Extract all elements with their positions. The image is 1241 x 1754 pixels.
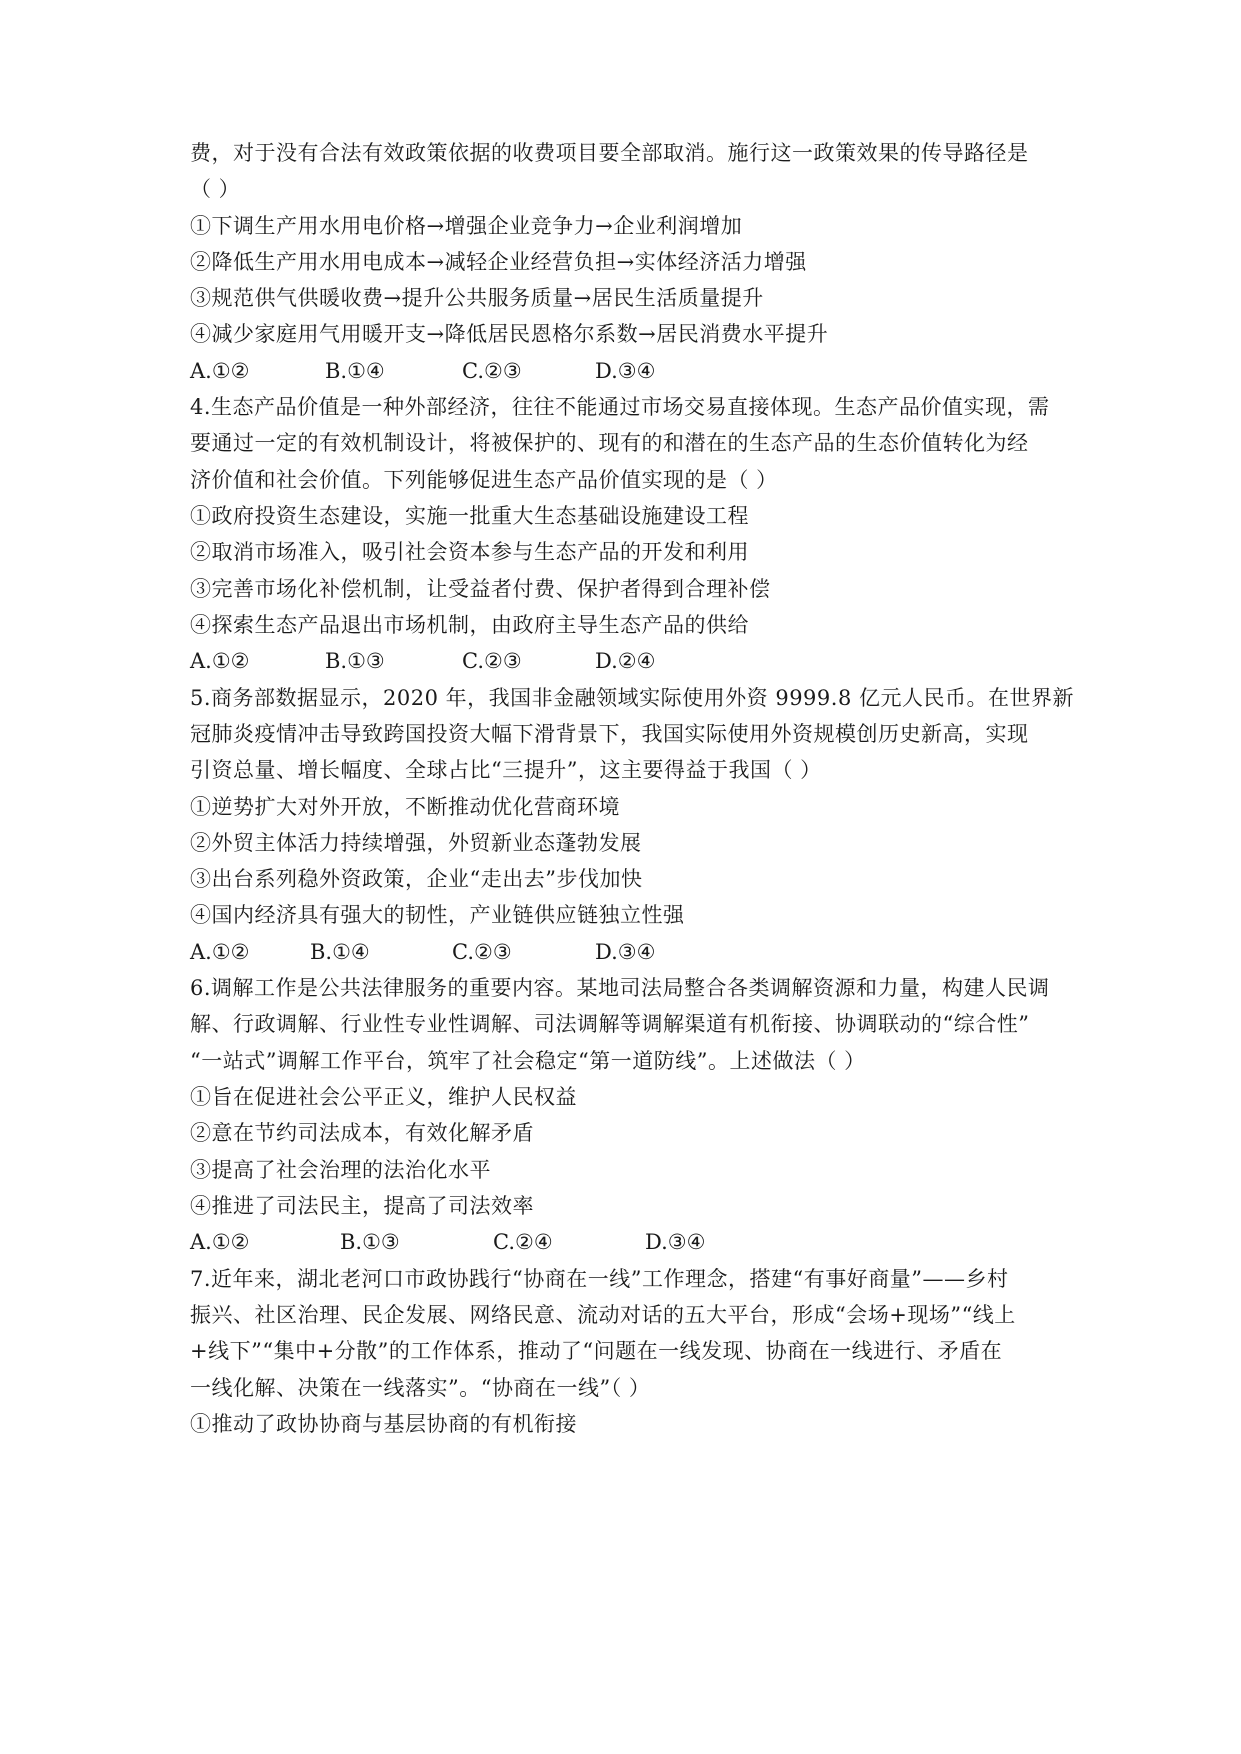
statement-item: ④国内经济具有强大的韧性，产业链供应链独立性强 bbox=[190, 903, 685, 927]
question-3-text-line: 费，对于没有合法有效政策依据的收费项目要全部取消。施行这一政策效果的传导路径是 bbox=[190, 141, 1029, 165]
option-c: C.②③ bbox=[462, 649, 522, 673]
answer-options bbox=[190, 647, 790, 675]
statement-item: ①逆势扩大对外开放，不断推动优化营商环境 bbox=[190, 795, 620, 819]
option-d: D.③④ bbox=[595, 940, 656, 964]
option-a: A.①② bbox=[190, 649, 250, 673]
option-c: C.②③ bbox=[462, 359, 522, 383]
question-5-stem: 冠肺炎疫情冲击导致跨国投资大幅下滑背景下，我国实际使用外资规模创历史新高，实现 bbox=[190, 722, 1029, 746]
statement-item: ②降低生产用水用电成本→减轻企业经营负担→实体经济活力增强 bbox=[190, 250, 807, 274]
option-d: D.②④ bbox=[595, 649, 656, 673]
option-a: A.①② bbox=[190, 940, 250, 964]
question-5-stem: 5.商务部数据显示，2020 年，我国非金融领域实际使用外资 9999.8 亿元人民币。在世界新 bbox=[190, 686, 1074, 710]
question-7-stem: 振兴、社区治理、民企发展、网络民意、流动对话的五大平台，形成“会场+现场”“线上 bbox=[190, 1303, 1016, 1327]
question-6-stem: “一站式”调解工作平台，筑牢了社会稳定“第一道防线”。上述做法（ ） bbox=[190, 1049, 866, 1073]
option-d: D.③④ bbox=[645, 1230, 706, 1254]
option-b: B.①④ bbox=[310, 940, 370, 964]
question-6-stem: 解、行政调解、行业性专业性调解、司法调解等调解渠道有机衔接、协调联动的“综合性” bbox=[190, 1012, 1030, 1036]
answer-options bbox=[190, 1228, 790, 1256]
statement-item: ④探索生态产品退出市场机制，由政府主导生态产品的供给 bbox=[190, 613, 749, 637]
statement-item: ①下调生产用水用电价格→增强企业竞争力→企业利润增加 bbox=[190, 214, 743, 238]
question-6-stem: 6.调解工作是公共法律服务的重要内容。某地司法局整合各类调解资源和力量，构建人民调 bbox=[190, 976, 1050, 1000]
statement-item: ③出台系列稳外资政策，企业“走出去”步伐加快 bbox=[190, 867, 643, 891]
statement-item: ④推进了司法民主，提高了司法效率 bbox=[190, 1194, 534, 1218]
question-4-stem: 4.生态产品价值是一种外部经济，往往不能通过市场交易直接体现。生态产品价值实现，需 bbox=[190, 395, 1050, 419]
question-4-stem: 要通过一定的有效机制设计，将被保护的、现有的和潜在的生态产品的生态价值转化为经 bbox=[190, 431, 1029, 455]
statement-item: ②取消市场准入，吸引社会资本参与生态产品的开发和利用 bbox=[190, 540, 749, 564]
statement-item: ③提高了社会治理的法治化水平 bbox=[190, 1158, 491, 1182]
question-5-stem: 引资总量、增长幅度、全球占比“三提升”，这主要得益于我国（ ） bbox=[190, 758, 822, 782]
statement-item: ④减少家庭用气用暖开支→降低居民恩格尔系数→居民消费水平提升 bbox=[190, 322, 829, 346]
option-b: B.①③ bbox=[340, 1230, 400, 1254]
statement-item: ③完善市场化补偿机制，让受益者付费、保护者得到合理补偿 bbox=[190, 577, 771, 601]
statement-item: ②意在节约司法成本，有效化解矛盾 bbox=[190, 1121, 534, 1145]
answer-options bbox=[190, 357, 790, 385]
option-a: A.①② bbox=[190, 359, 250, 383]
question-7-stem: 一线化解、决策在一线落实”。“协商在一线”（ ） bbox=[190, 1376, 651, 1400]
statement-item: ①推动了政协协商与基层协商的有机衔接 bbox=[190, 1412, 577, 1436]
answer-bracket: （ ） bbox=[190, 177, 241, 201]
option-c: C.②④ bbox=[493, 1230, 553, 1254]
statement-item: ②外贸主体活力持续增强，外贸新业态蓬勃发展 bbox=[190, 831, 642, 855]
question-7-stem: 7.近年来，湖北老河口市政协践行“协商在一线”工作理念，搭建“有事好商量”——乡村 bbox=[190, 1267, 1009, 1291]
answer-options bbox=[190, 938, 790, 966]
statement-item: ③规范供气供暖收费→提升公共服务质量→居民生活质量提升 bbox=[190, 286, 764, 310]
option-b: B.①③ bbox=[325, 649, 385, 673]
option-b: B.①④ bbox=[325, 359, 385, 383]
question-4-stem: 济价值和社会价值。下列能够促进生态产品价值实现的是（ ） bbox=[190, 468, 778, 492]
question-7-stem: +线下”“集中+分散”的工作体系，推动了“问题在一线发现、协商在一线进行、矛盾在 bbox=[190, 1339, 1003, 1363]
statement-item: ①政府投资生态建设，实施一批重大生态基础设施建设工程 bbox=[190, 504, 749, 528]
option-c: C.②③ bbox=[452, 940, 512, 964]
option-d: D.③④ bbox=[595, 359, 656, 383]
statement-item: ①旨在促进社会公平正义，维护人民权益 bbox=[190, 1085, 577, 1109]
option-a: A.①② bbox=[190, 1230, 250, 1254]
